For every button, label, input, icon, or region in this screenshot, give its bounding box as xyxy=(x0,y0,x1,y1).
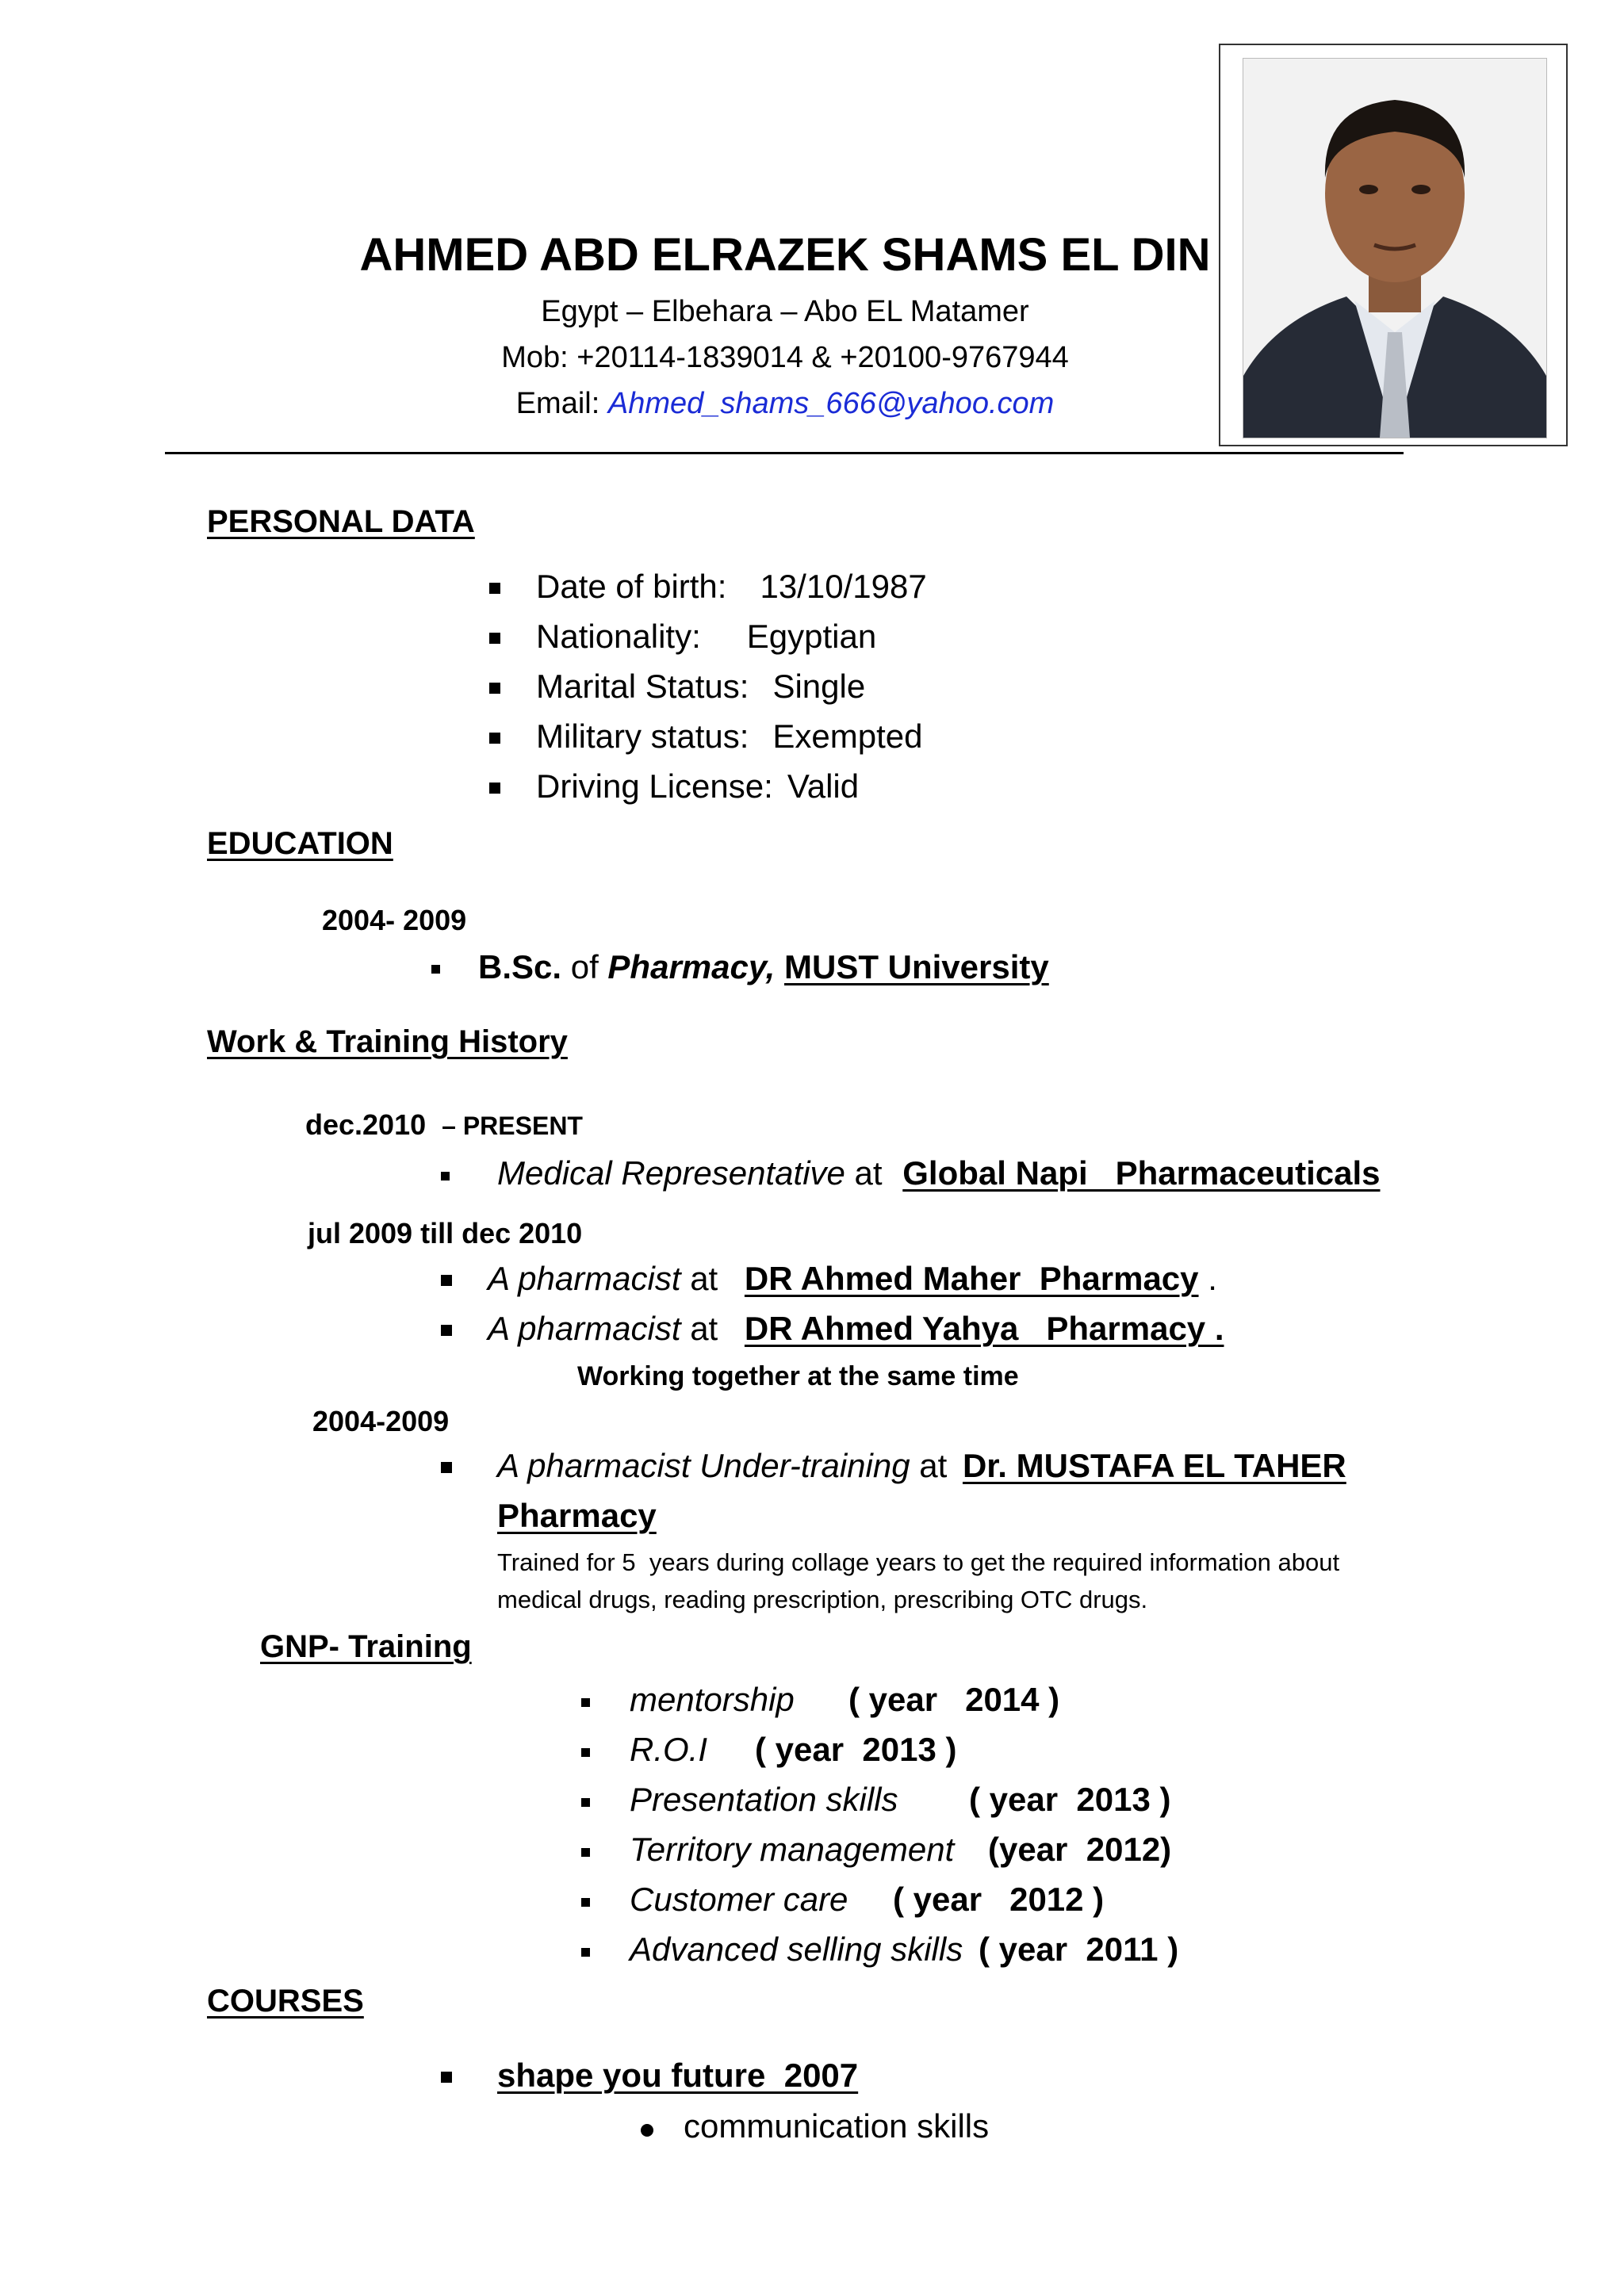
training-year: ( year 2012 ) xyxy=(893,1881,1105,1918)
bullet-icon xyxy=(489,783,500,794)
bullet-icon xyxy=(489,633,500,644)
training-heading-text: GNP- Training xyxy=(260,1629,472,1664)
of-text: of xyxy=(561,948,608,985)
personal-data-heading: PERSONAL DATA xyxy=(207,504,475,539)
job2-note: Working together at the same time xyxy=(577,1361,1019,1391)
field-value: 13/10/1987 xyxy=(760,568,927,605)
bullet-icon xyxy=(441,1275,452,1286)
at-text: at xyxy=(680,1310,727,1347)
suffix: . xyxy=(1198,1260,1217,1297)
at-text: at xyxy=(680,1260,727,1297)
bullet-icon xyxy=(581,1698,590,1707)
bullet-icon xyxy=(489,683,500,694)
training-name: mentorship xyxy=(630,1681,795,1718)
list-item xyxy=(536,568,927,606)
job1-period xyxy=(305,1108,583,1142)
bullet-icon xyxy=(441,1462,452,1473)
at-text: at xyxy=(845,1154,892,1192)
portrait-illustration xyxy=(1243,59,1546,438)
photo-frame xyxy=(1219,44,1568,446)
job3-entry xyxy=(497,1447,1346,1485)
bullet-icon xyxy=(581,1948,590,1957)
header-divider xyxy=(165,452,1404,454)
bullet-icon xyxy=(489,733,500,744)
education-degree xyxy=(478,948,1049,986)
course-subitem: communication skills xyxy=(684,2107,990,2145)
job-role: A pharmacist xyxy=(488,1260,681,1297)
job2-entry-1 xyxy=(488,1260,1217,1298)
bullet-icon xyxy=(641,2124,653,2137)
bullet-icon xyxy=(581,1848,590,1857)
job3-period: 2004-2009 xyxy=(312,1405,450,1437)
training-name: R.O.I xyxy=(630,1731,708,1768)
job-company: Dr. MUSTAFA EL TAHER xyxy=(962,1447,1346,1484)
job2-period: jul 2009 till dec 2010 xyxy=(308,1217,583,1249)
training-name: Advanced selling skills xyxy=(630,1931,963,1968)
job-role: A pharmacist xyxy=(488,1310,681,1347)
field-value: Egyptian xyxy=(746,618,877,655)
list-item xyxy=(536,718,923,756)
training-name: Customer care xyxy=(630,1881,848,1918)
bullet-icon xyxy=(489,583,500,594)
candidate-name: AHMED ABD ELRAZEK SHAMS EL DIN xyxy=(359,229,1211,281)
field-label: Date of birth: xyxy=(536,568,727,605)
education-period: 2004- 2009 xyxy=(322,904,467,936)
bullet-icon xyxy=(581,1898,590,1907)
bullet-icon xyxy=(581,1798,590,1807)
courses-heading: COURSES xyxy=(207,1984,364,2019)
university: MUST University xyxy=(784,948,1049,985)
training-heading xyxy=(260,1629,472,1665)
field-value: Single xyxy=(772,668,866,705)
job1-entry xyxy=(497,1154,1380,1192)
period-start: dec.2010 xyxy=(305,1108,427,1141)
job3-description-2: medical drugs, reading prescription, prescribing OTC drugs. xyxy=(497,1586,1148,1613)
job-company: DR Ahmed Maher Pharmacy xyxy=(744,1260,1199,1297)
field-value: Exempted xyxy=(772,718,923,755)
field-label: Marital Status: xyxy=(536,668,749,705)
job3-company-cont: Pharmacy xyxy=(497,1497,657,1534)
education-heading: EDUCATION xyxy=(207,826,393,861)
training-year: ( year 2014 ) xyxy=(848,1681,1060,1718)
training-name: Territory management xyxy=(630,1831,955,1868)
field-value: Valid xyxy=(787,767,860,805)
bullet-icon xyxy=(441,2072,452,2083)
job-company: DR Ahmed Yahya Pharmacy . xyxy=(744,1310,1224,1347)
job-role: Medical Representative xyxy=(497,1154,845,1192)
training-year: ( year 2013 ) xyxy=(755,1731,957,1768)
address: Egypt – Elbehara – Abo EL Matamer xyxy=(541,295,1029,328)
list-item xyxy=(536,767,859,806)
training-year: (year 2012) xyxy=(988,1831,1172,1868)
field: Pharmacy, xyxy=(607,948,776,985)
bullet-icon xyxy=(441,1172,450,1181)
at-text: at xyxy=(910,1447,956,1484)
work-history-heading: Work & Training History xyxy=(207,1024,568,1059)
job-company: Global Napi Pharmaceuticals xyxy=(902,1154,1381,1192)
email-label: Email: xyxy=(515,387,608,420)
job3-description-1: Trained for 5 years during collage years to get the required information about xyxy=(497,1548,1340,1576)
training-year: ( year 2013 ) xyxy=(969,1781,1171,1818)
training-name: Presentation skills xyxy=(630,1781,898,1818)
bullet-icon xyxy=(441,1325,452,1336)
profile-photo xyxy=(1243,58,1547,438)
bullet-icon xyxy=(581,1748,590,1757)
field-label: Nationality: xyxy=(536,618,701,655)
field-label: Driving License: xyxy=(536,767,773,805)
job-role: A pharmacist Under-training xyxy=(497,1447,910,1484)
degree: B.Sc. xyxy=(478,948,562,985)
period-end: – PRESENT xyxy=(442,1112,583,1140)
course-title: shape you future 2007 xyxy=(497,2057,859,2094)
email-link[interactable]: Ahmed_shams_666@yahoo.com xyxy=(607,387,1055,420)
bullet-icon xyxy=(431,965,440,974)
list-item xyxy=(536,668,865,706)
training-year: ( year 2011 ) xyxy=(979,1931,1179,1968)
mobile-numbers: Mob: +20114-1839014 & +20100-9767944 xyxy=(501,341,1069,374)
job2-entry-2 xyxy=(488,1310,1224,1348)
list-item xyxy=(536,618,876,656)
field-label: Military status: xyxy=(536,718,749,755)
